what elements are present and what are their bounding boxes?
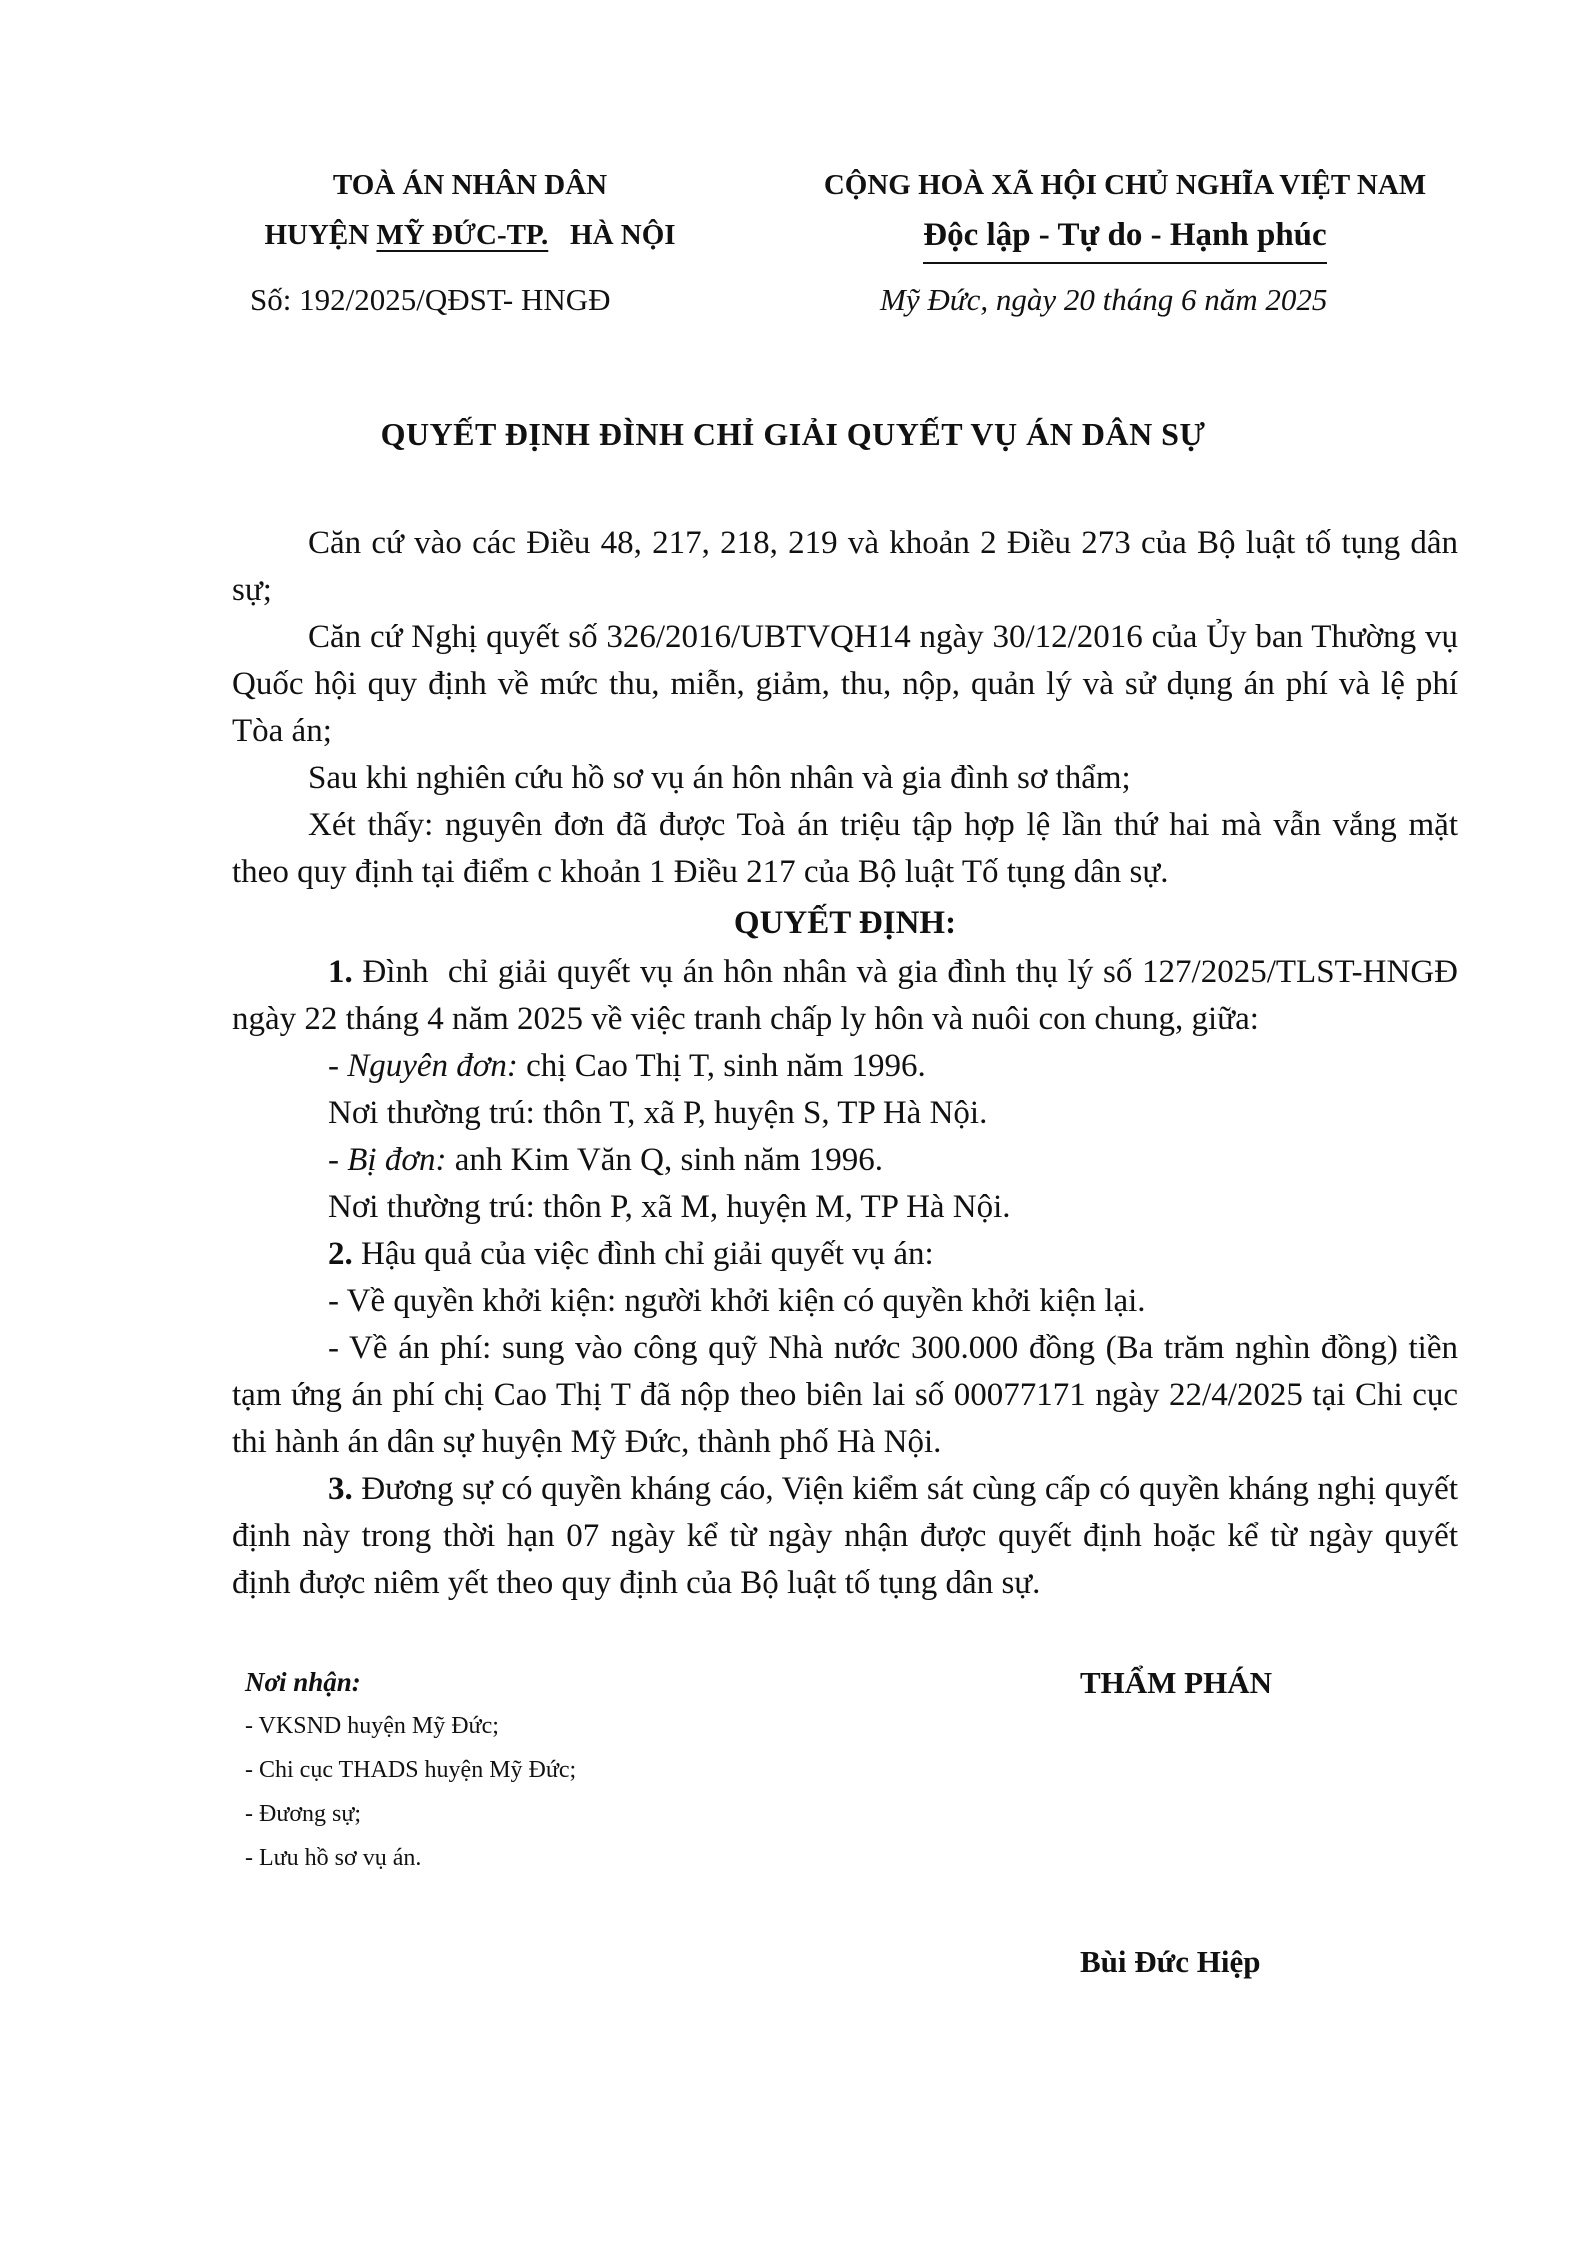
recipient-item: - Đương sự;: [245, 1801, 362, 1827]
national-header: [760, 160, 1490, 264]
defendant-address: Nơi thường trú: thôn P, xã M, huyện M, TP Hà Nội.: [328, 1189, 1011, 1225]
recipients-block: [245, 1660, 576, 1880]
court-fee: - Về án phí: sung vào công quỹ Nhà nước 300.000 đồng (Ba trăm nghìn đồng) tiền tạm ứng án phí chị Cao Thị T đã nộp theo biên lai số 00077171 ngày 22/4/2025 tại Chi cục thi hành án dân sự huyện Mỹ Đức, thành phố Hà Nội.: [232, 1330, 1458, 1460]
plaintiff-prefix: -: [328, 1048, 348, 1084]
preamble-paragraph: Căn cứ Nghị quyết số 326/2016/UBTVQH14 ngày 30/12/2016 của Ủy ban Thường vụ Quốc hội quy định về mức thu, miễn, giảm, thu, nộp, quản lý và sử dụng án phí và lệ phí Tòa án;: [232, 619, 1458, 749]
plaintiff-label: Nguyên đơn:: [347, 1048, 518, 1084]
item-number: 1.: [328, 954, 353, 990]
plaintiff-info: chị Cao Thị T, sinh năm 1996.: [517, 1048, 926, 1084]
court-header: [220, 160, 720, 260]
preamble-paragraph: Xét thấy: nguyên đơn đã được Toà án triệu tập hợp lệ lần thứ hai mà vẫn vắng mặt theo quy định tại điểm c khoản 1 Điều 217 của Bộ luật Tố tụng dân sự.: [232, 807, 1458, 890]
defendant-info: anh Kim Văn Q, sinh năm 1996.: [446, 1142, 884, 1178]
plaintiff-address: Nơi thường trú: thôn T, xã P, huyện S, TP Hà Nội.: [328, 1095, 988, 1131]
document-place-date: Mỹ Đức, ngày 20 tháng 6 năm 2025: [880, 282, 1328, 317]
document-number: Số: 192/2025/QĐST- HNGĐ: [250, 282, 611, 317]
document-body: [232, 520, 1467, 1607]
signature-name: Bùi Đức Hiệp: [1080, 1944, 1261, 1979]
item-text: Đương sự có quyền kháng cáo, Viện kiểm sát cùng cấp có quyền kháng nghị quyết định này trong thời hạn 07 ngày kể từ ngày nhận được quyết định hoặc kể từ ngày quyết định được niêm yết theo quy định của Bộ luật tố tụng dân sự.: [232, 1471, 1458, 1601]
item-text: Đình chỉ giải quyết vụ án hôn nhân và gia đình thụ lý số 127/2025/TLST-HNGĐ ngày 22 tháng 4 năm 2025 về việc tranh chấp ly hôn và nuôi con chung, giữa:: [232, 954, 1467, 1037]
preamble-paragraph: Căn cứ vào các Điều 48, 217, 218, 219 và khoản 2 Điều 273 của Bộ luật tố tụng dân sự;: [232, 525, 1458, 608]
item-number: 3.: [328, 1471, 353, 1507]
defendant-line: [232, 1137, 1458, 1184]
court-district-name: MỸ ĐỨC-TP.: [376, 219, 549, 251]
decision-item-2: [232, 1231, 1458, 1278]
court-district: [220, 210, 720, 260]
decision-heading: QUYẾT ĐỊNH:: [733, 905, 957, 941]
decision-item-1: [232, 949, 1467, 1043]
plaintiff-line: [232, 1043, 1458, 1090]
court-name: TOÀ ÁN NHÂN DÂN: [332, 169, 608, 201]
item-number: 2.: [328, 1236, 353, 1272]
signature-title: THẨM PHÁN: [1080, 1665, 1273, 1700]
item-text: Hậu quả của việc đình chỉ giải quyết vụ án:: [352, 1236, 934, 1272]
national-name: CỘNG HOÀ XÃ HỘI CHỦ NGHĨA VIỆT NAM: [823, 169, 1427, 201]
court-city: HÀ NỘI: [548, 219, 676, 251]
national-motto: Độc lập - Tự do - Hạnh phúc: [923, 210, 1326, 264]
recipient-item: - Chi cục THADS huyện Mỹ Đức;: [245, 1757, 577, 1783]
court-district-prefix: HUYỆN: [264, 219, 377, 251]
recipient-item: - Lưu hồ sơ vụ án.: [245, 1845, 422, 1871]
defendant-label: Bị đơn:: [347, 1142, 447, 1178]
decision-item-3: [232, 1466, 1458, 1607]
right-to-sue: - Về quyền khởi kiện: người khởi kiện có quyền khởi kiện lại.: [328, 1283, 1146, 1319]
defendant-prefix: -: [328, 1142, 348, 1178]
recipients-title: Nơi nhận:: [245, 1667, 361, 1697]
preamble-paragraph: Sau khi nghiên cứu hồ sơ vụ án hôn nhân và gia đình sơ thẩm;: [308, 760, 1131, 796]
recipient-item: - VKSND huyện Mỹ Đức;: [245, 1713, 499, 1739]
document-title: QUYẾT ĐỊNH ĐÌNH CHỈ GIẢI QUYẾT VỤ ÁN DÂN SỰ: [380, 416, 1206, 452]
